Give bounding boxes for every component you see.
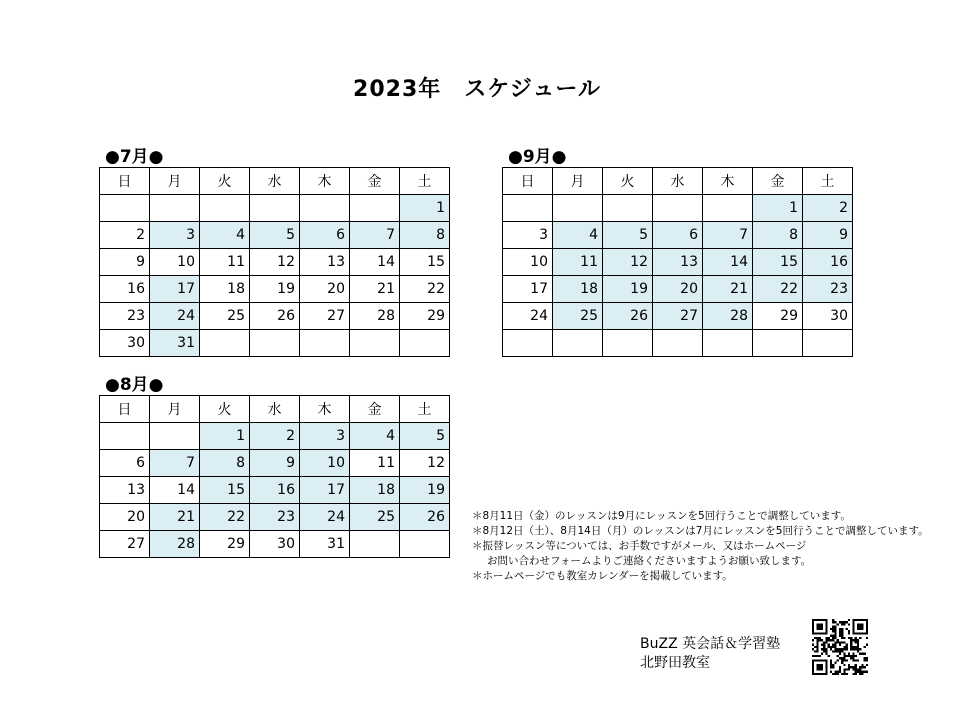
week-row (100, 423, 450, 450)
lesson-day-cell: 2 (250, 423, 300, 450)
empty-cell (553, 195, 603, 222)
day-cell: 28 (350, 303, 400, 330)
empty-cell (200, 195, 250, 222)
week-row (100, 249, 450, 276)
day-cell: 12 (250, 249, 300, 276)
day-cell: 16 (100, 276, 150, 303)
lesson-day-cell: 22 (200, 504, 250, 531)
day-cell: 15 (400, 249, 450, 276)
school-name: BuZZ 英会話＆学習塾 (640, 636, 781, 652)
note-item: お問い合わせフォームよりご連絡くださいますようお願い致します。 (487, 555, 812, 567)
lesson-day-cell: 8 (400, 222, 450, 249)
lesson-day-cell: 26 (603, 303, 653, 330)
week-row (100, 477, 450, 504)
lesson-day-cell: 31 (150, 330, 200, 357)
weekday-header-row (100, 168, 450, 195)
note-item: ＊8月11日（金）のレッスンは9月にレッスンを5回行うことで調整しています。 (472, 510, 851, 522)
weekday-header: 土 (400, 396, 450, 423)
week-row (503, 249, 853, 276)
weekday-header: 木 (300, 396, 350, 423)
day-cell: 2 (100, 222, 150, 249)
day-cell: 31 (300, 531, 350, 558)
week-row (100, 450, 450, 477)
day-cell: 13 (100, 477, 150, 504)
lesson-day-cell: 20 (653, 276, 703, 303)
lesson-day-cell: 23 (803, 276, 853, 303)
weekday-header: 月 (150, 396, 200, 423)
week-row (100, 195, 450, 222)
day-cell: 14 (350, 249, 400, 276)
lesson-day-cell: 4 (350, 423, 400, 450)
day-cell: 29 (200, 531, 250, 558)
week-row (100, 222, 450, 249)
lesson-day-cell: 18 (350, 477, 400, 504)
empty-cell (803, 330, 853, 357)
week-row (503, 330, 853, 357)
lesson-day-cell: 27 (653, 303, 703, 330)
lesson-day-cell: 14 (703, 249, 753, 276)
day-cell: 30 (803, 303, 853, 330)
day-cell: 3 (503, 222, 553, 249)
day-cell: 10 (503, 249, 553, 276)
lesson-day-cell: 13 (653, 249, 703, 276)
weekday-header: 火 (200, 396, 250, 423)
weekday-header: 水 (250, 168, 300, 195)
empty-cell (753, 330, 803, 357)
qr-code-icon[interactable] (812, 619, 868, 675)
day-cell: 29 (753, 303, 803, 330)
lesson-day-cell: 23 (250, 504, 300, 531)
calendar-july (99, 167, 450, 357)
calendar-august (99, 395, 450, 558)
week-row (100, 330, 450, 357)
empty-cell (603, 330, 653, 357)
weekday-header: 水 (653, 168, 703, 195)
weekday-header: 日 (100, 396, 150, 423)
day-cell: 23 (100, 303, 150, 330)
lesson-day-cell: 8 (200, 450, 250, 477)
week-row (100, 531, 450, 558)
lesson-day-cell: 21 (150, 504, 200, 531)
day-cell: 13 (300, 249, 350, 276)
week-row (100, 276, 450, 303)
notes (472, 509, 929, 584)
week-row (503, 195, 853, 222)
day-cell: 26 (250, 303, 300, 330)
weekday-header: 月 (150, 168, 200, 195)
empty-cell (703, 195, 753, 222)
day-cell: 19 (250, 276, 300, 303)
lesson-day-cell: 6 (300, 222, 350, 249)
calendar-september (502, 167, 853, 357)
empty-cell (100, 195, 150, 222)
week-row (100, 303, 450, 330)
day-cell: 11 (200, 249, 250, 276)
weekday-header: 火 (603, 168, 653, 195)
empty-cell (100, 423, 150, 450)
lesson-day-cell: 3 (150, 222, 200, 249)
lesson-day-cell: 24 (300, 504, 350, 531)
month-label-september: ●9月● (508, 147, 567, 167)
weekday-header: 土 (803, 168, 853, 195)
lesson-day-cell: 17 (150, 276, 200, 303)
note-item: ＊8月12日（土）、8月14日（月）のレッスンは7月にレッスンを5回行うことで調整しています。 (472, 525, 929, 537)
lesson-day-cell: 19 (400, 477, 450, 504)
empty-cell (503, 330, 553, 357)
day-cell: 14 (150, 477, 200, 504)
lesson-day-cell: 25 (553, 303, 603, 330)
lesson-day-cell: 4 (200, 222, 250, 249)
lesson-day-cell: 7 (150, 450, 200, 477)
empty-cell (703, 330, 753, 357)
lesson-day-cell: 28 (150, 531, 200, 558)
weekday-header: 金 (350, 396, 400, 423)
empty-cell (300, 330, 350, 357)
lesson-day-cell: 1 (400, 195, 450, 222)
weekday-header-row (503, 168, 853, 195)
lesson-day-cell: 12 (603, 249, 653, 276)
weekday-header: 木 (300, 168, 350, 195)
lesson-day-cell: 19 (603, 276, 653, 303)
weekday-header: 金 (753, 168, 803, 195)
day-cell: 24 (503, 303, 553, 330)
lesson-day-cell: 5 (603, 222, 653, 249)
weekday-header: 土 (400, 168, 450, 195)
school-info (640, 635, 780, 673)
lesson-day-cell: 5 (250, 222, 300, 249)
lesson-day-cell: 28 (703, 303, 753, 330)
empty-cell (300, 195, 350, 222)
lesson-day-cell: 26 (400, 504, 450, 531)
empty-cell (350, 330, 400, 357)
day-cell: 25 (200, 303, 250, 330)
empty-cell (400, 531, 450, 558)
empty-cell (503, 195, 553, 222)
empty-cell (150, 195, 200, 222)
day-cell: 27 (100, 531, 150, 558)
month-label-august: ●8月● (105, 375, 164, 395)
lesson-day-cell: 11 (553, 249, 603, 276)
day-cell: 18 (200, 276, 250, 303)
lesson-day-cell: 18 (553, 276, 603, 303)
empty-cell (350, 195, 400, 222)
day-cell: 29 (400, 303, 450, 330)
day-cell: 17 (503, 276, 553, 303)
day-cell: 27 (300, 303, 350, 330)
weekday-header: 月 (553, 168, 603, 195)
day-cell: 11 (350, 450, 400, 477)
lesson-day-cell: 7 (350, 222, 400, 249)
empty-cell (603, 195, 653, 222)
lesson-day-cell: 16 (250, 477, 300, 504)
weekday-header: 日 (100, 168, 150, 195)
weekday-header: 火 (200, 168, 250, 195)
school-branch: 北野田教室 (640, 655, 710, 671)
empty-cell (250, 330, 300, 357)
lesson-day-cell: 4 (553, 222, 603, 249)
lesson-day-cell: 7 (703, 222, 753, 249)
lesson-day-cell: 8 (753, 222, 803, 249)
empty-cell (200, 330, 250, 357)
day-cell: 30 (100, 330, 150, 357)
lesson-day-cell: 15 (200, 477, 250, 504)
empty-cell (350, 531, 400, 558)
empty-cell (400, 330, 450, 357)
lesson-day-cell: 25 (350, 504, 400, 531)
lesson-day-cell: 17 (300, 477, 350, 504)
day-cell: 30 (250, 531, 300, 558)
lesson-day-cell: 3 (300, 423, 350, 450)
lesson-day-cell: 22 (753, 276, 803, 303)
weekday-header: 日 (503, 168, 553, 195)
lesson-day-cell: 6 (653, 222, 703, 249)
week-row (503, 276, 853, 303)
day-cell: 22 (400, 276, 450, 303)
lesson-day-cell: 9 (803, 222, 853, 249)
day-cell: 21 (350, 276, 400, 303)
week-row (100, 504, 450, 531)
lesson-day-cell: 16 (803, 249, 853, 276)
empty-cell (150, 423, 200, 450)
note-item: ＊ホームページでも教室カレンダーを掲載しています。 (472, 570, 733, 582)
lesson-day-cell: 21 (703, 276, 753, 303)
lesson-day-cell: 5 (400, 423, 450, 450)
note-item: ＊振替レッスン等については、お手数ですがメール、又はホームページ (472, 540, 807, 552)
weekday-header: 金 (350, 168, 400, 195)
lesson-day-cell: 10 (300, 450, 350, 477)
weekday-header: 水 (250, 396, 300, 423)
day-cell: 9 (100, 249, 150, 276)
lesson-day-cell: 24 (150, 303, 200, 330)
day-cell: 20 (300, 276, 350, 303)
day-cell: 10 (150, 249, 200, 276)
empty-cell (653, 195, 703, 222)
lesson-day-cell: 15 (753, 249, 803, 276)
lesson-day-cell: 2 (803, 195, 853, 222)
day-cell: 20 (100, 504, 150, 531)
week-row (503, 222, 853, 249)
weekday-header-row (100, 396, 450, 423)
lesson-day-cell: 1 (200, 423, 250, 450)
day-cell: 6 (100, 450, 150, 477)
empty-cell (653, 330, 703, 357)
week-row (503, 303, 853, 330)
weekday-header: 木 (703, 168, 753, 195)
page-title: 2023年 スケジュール (353, 77, 601, 102)
empty-cell (553, 330, 603, 357)
day-cell: 12 (400, 450, 450, 477)
empty-cell (250, 195, 300, 222)
month-label-july: ●7月● (105, 147, 164, 167)
lesson-day-cell: 1 (753, 195, 803, 222)
lesson-day-cell: 9 (250, 450, 300, 477)
